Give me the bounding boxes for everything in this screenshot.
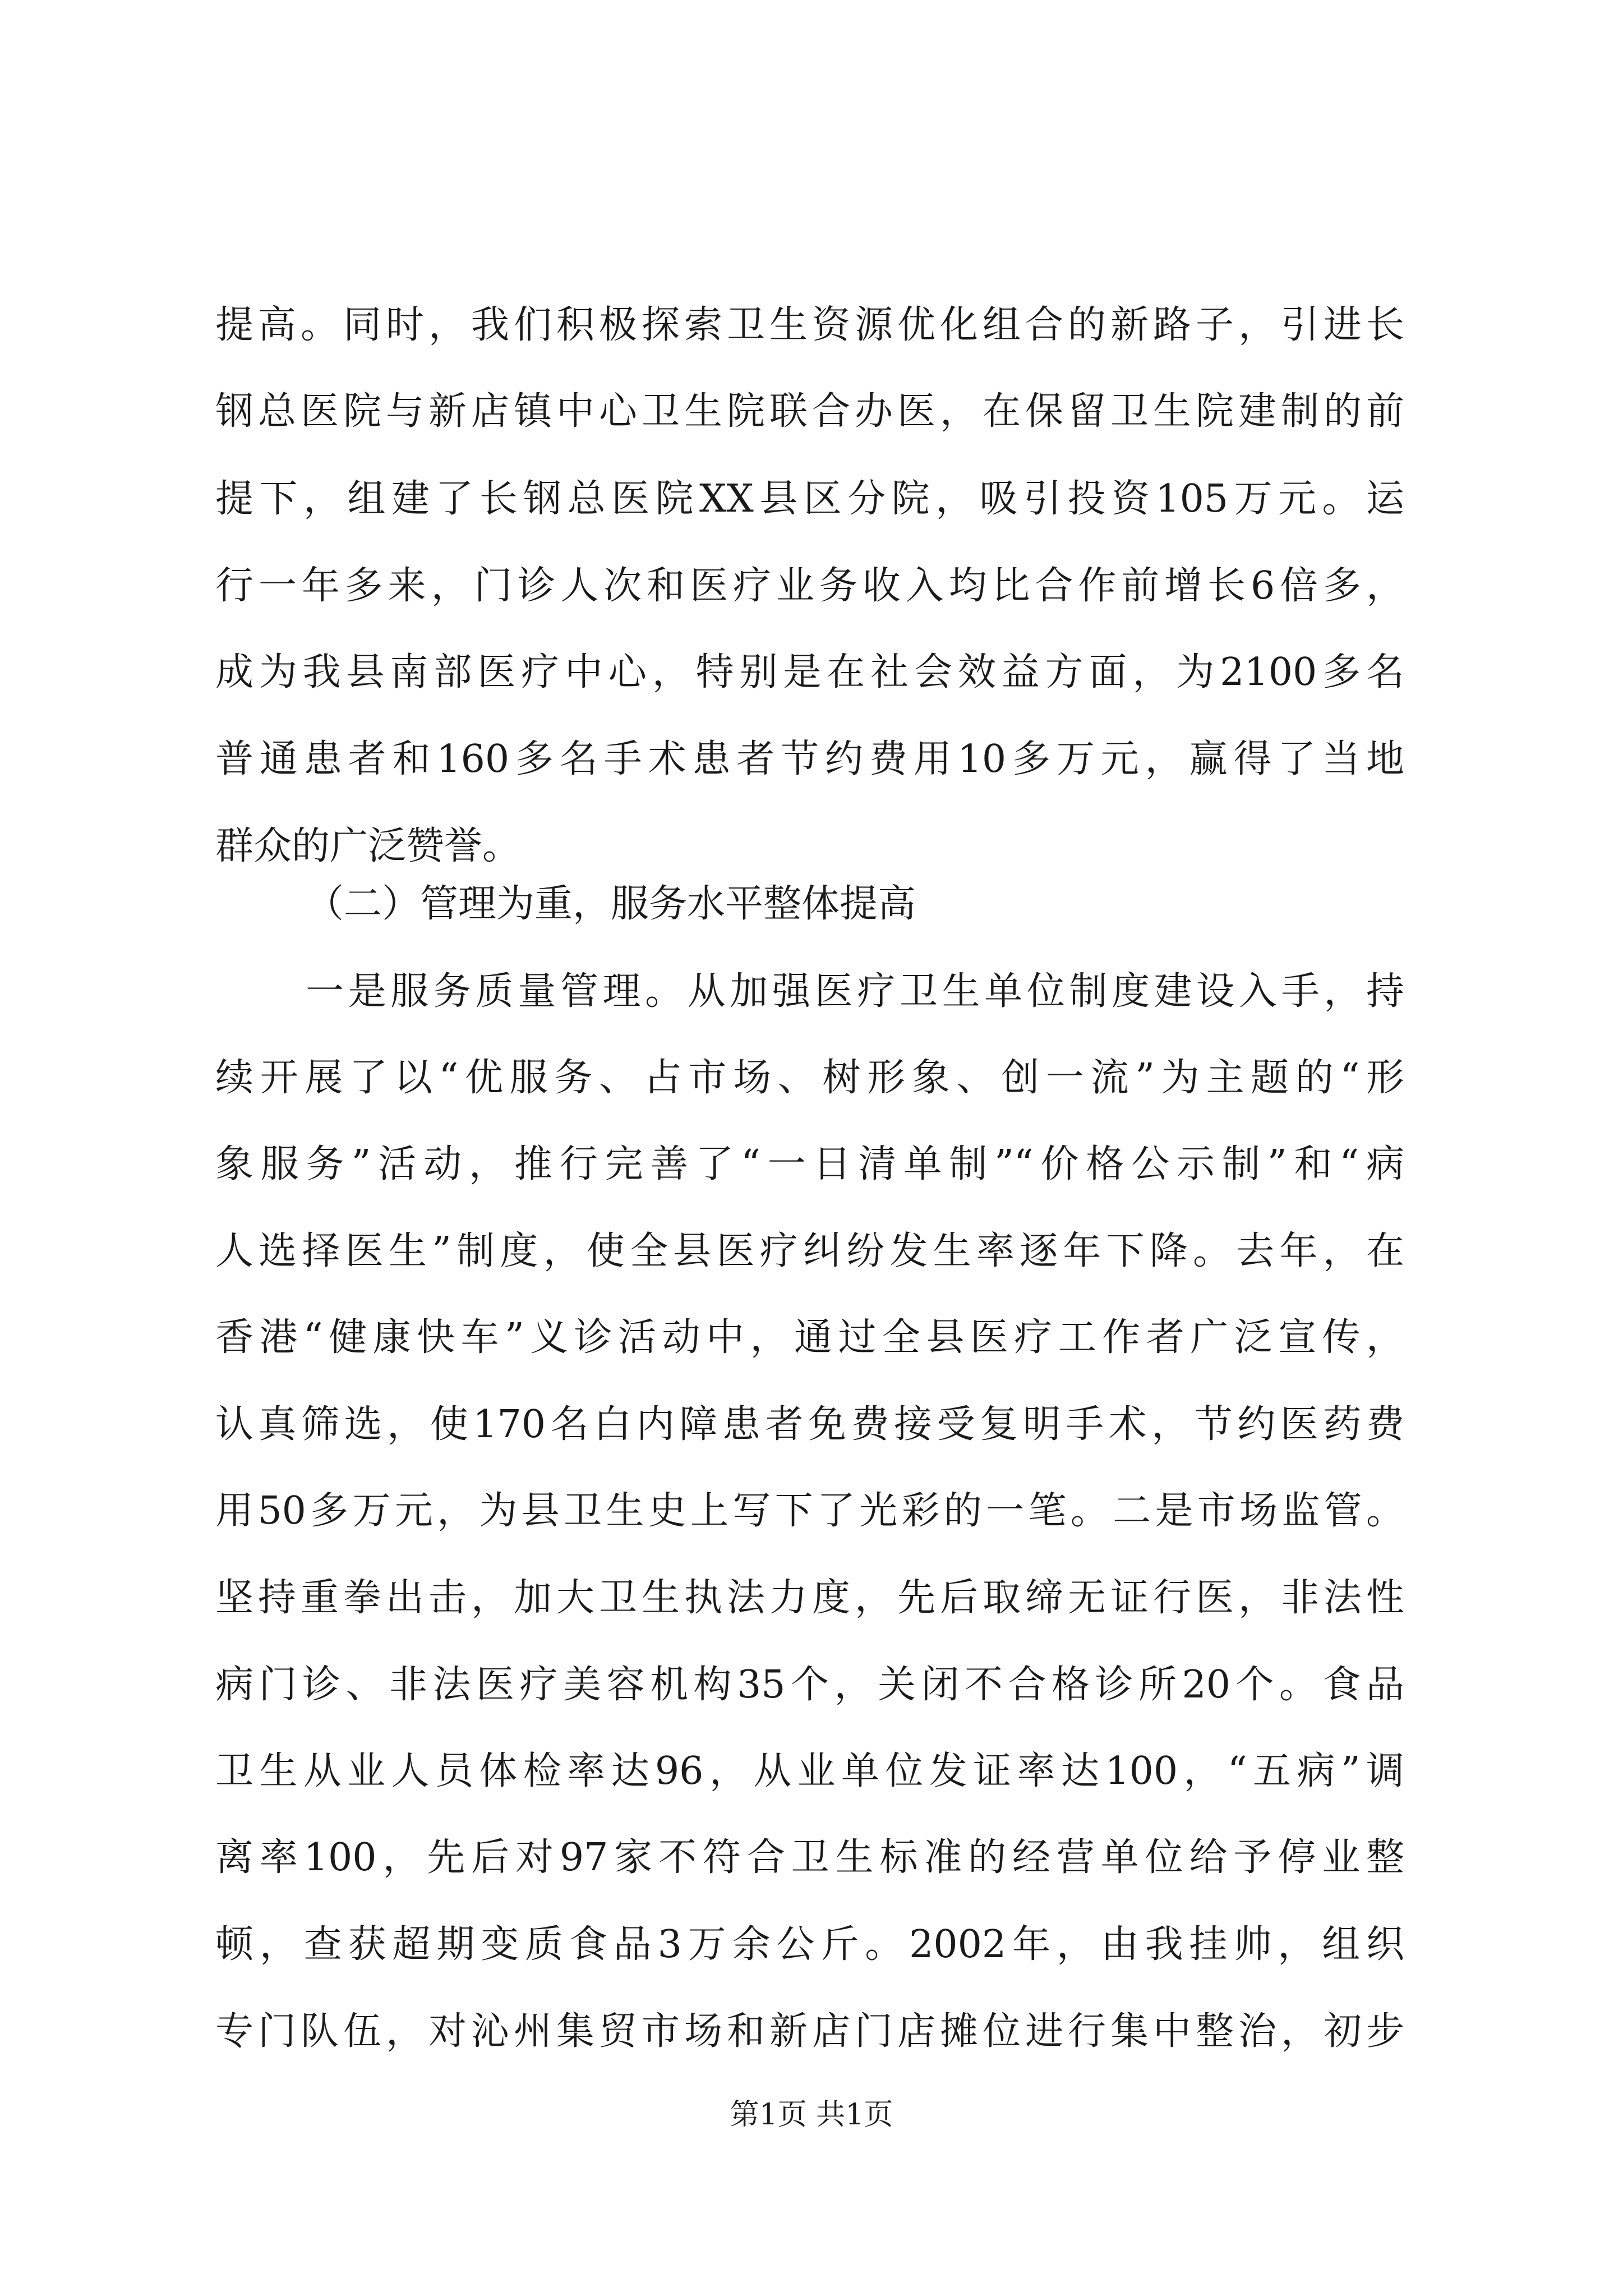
section-heading: （二）管理为重，服务水平整体提高 [306,882,916,926]
paragraph-line: 象服务”活动，推行完善了“一日清单制”“价格公示制”和“病 [215,1142,1404,1186]
paragraph-line: 坚持重拳出击，加大卫生执法力度，先后取缔无证行医，非法性 [215,1576,1404,1620]
paragraph-line: 专门队伍，对沁州集贸市场和新店门店摊位进行集中整治，初步 [215,2009,1404,2054]
paragraph-line: 续开展了以“优服务、占市场、树形象、创一流”为主题的“形 [215,1056,1404,1100]
paragraph-line: 人选择医生”制度，使全县医疗纠纷发生率逐年下降。去年，在 [215,1229,1404,1273]
paragraph-line: 顿，查获超期变质食品3万余公斤。2002年，由我挂帅，组织 [215,1922,1404,1967]
paragraph-line: 普通患者和160多名手术患者节约费用10多万元，赢得了当地 [215,737,1404,781]
paragraph-line: 行一年多来，门诊人次和医疗业务收入均比合作前增长6倍多， [215,564,1404,608]
page-footer: 第1页 共1页 [730,2098,893,2132]
paragraph-line: 离率100，先后对97家不符合卫生标准的经营单位给予停业整 [215,1835,1404,1880]
paragraph-line: 提高。同时，我们积极探索卫生资源优化组合的新路子，引进长 [215,303,1404,347]
paragraph-line: 用50多万元，为县卫生史上写下了光彩的一笔。二是市场监管。 [215,1489,1404,1533]
paragraph-line: 群众的广泛赞誉。 [215,824,521,868]
paragraph-line: 认真筛选，使170名白内障患者免费接受复明手术，节约医药费 [215,1402,1404,1447]
paragraph-line: 卫生从业人员体检率达96，从业单位发证率达100，“五病”调 [215,1749,1404,1793]
paragraph-line: 钢总医院与新店镇中心卫生院联合办医，在保留卫生院建制的前 [215,389,1404,434]
paragraph-line: 成为我县南部医疗中心，特别是在社会效益方面，为2100多名 [215,650,1404,694]
paragraph-line: 一是服务质量管理。从加强医疗卫生单位制度建设入手，持 [306,969,1404,1014]
paragraph-line: 提下，组建了长钢总医院XX县区分院，吸引投资105万元。运 [215,477,1404,521]
paragraph-line: 病门诊、非法医疗美容机构35个，关闭不合格诊所20个。食品 [215,1663,1404,1707]
paragraph-line: 香港“健康快车”义诊活动中，通过全县医疗工作者广泛宣传， [215,1315,1404,1360]
